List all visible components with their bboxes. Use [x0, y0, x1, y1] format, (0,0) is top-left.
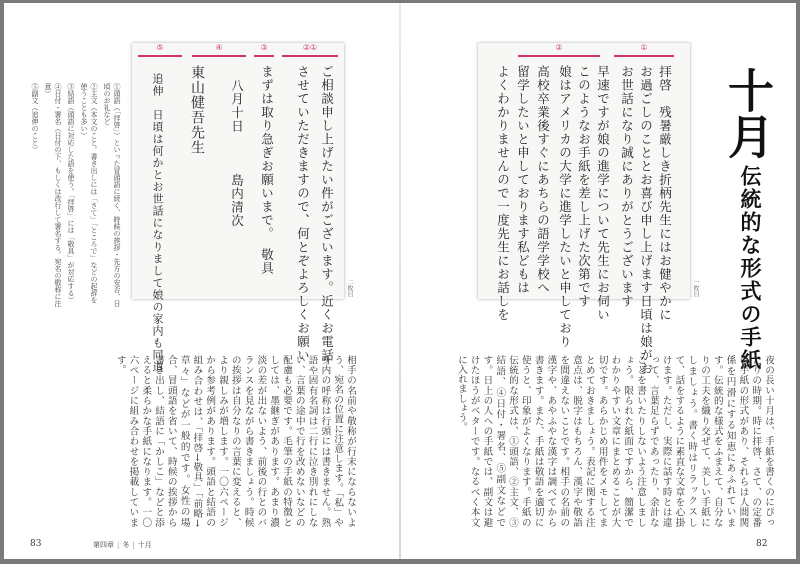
letter-line-2: させていただきますので、何とぞよろしくお願い — [295, 65, 311, 362]
letter-line-1: ご相談申し上げたい件がございます。近くお電話 — [319, 65, 335, 362]
note-1: ①頭語（「拝啓」）といった冒頭語に続く、時候の挨拶・先方の安否、日頃のお礼など — [103, 83, 121, 307]
running-head: 第四章 | 冬 | 十月 — [93, 541, 152, 549]
section-marker-4: ④ — [192, 43, 246, 57]
letter-line-postscript: 追伸 日頃は何かとお世話になりまして娘の家内も同道 — [151, 73, 164, 373]
book-spread — [4, 3, 796, 559]
running-head-month: 十月 — [137, 541, 152, 549]
sheet-caption-second: 二枚目 — [346, 279, 353, 297]
page-gutter — [399, 3, 401, 559]
letter-line-addressee: 東山健吾先生 — [189, 65, 205, 155]
letter-line-5: このようなお手紙を差し上げた次第です — [576, 65, 592, 308]
note-2: ②主文（本文のこと。書き出しには「さて」「ところで」などの起辞を使うことも多い） — [80, 83, 98, 304]
letter-line-8: 留学したいと申しております私どもは — [515, 65, 531, 295]
section-marker-2: ② — [518, 43, 600, 57]
left-body-text: 相手の名前や敬称が行末にならないよう、宛名の位置に注意します。「私」や身内の呼称は行頭には書きません。熟語や固有名詞は二行に泣き別れにしない、言葉の途中で行を改めないなどの配慮も必要です。毛筆の手紙の特徴としては、墨継ぎがあります。あまり濃淡の差が出ないよう、前後の行とのバランスを見ながら書きましょう。時候の挨拶は自分なりの言葉に変えると、より親しみが増します。一〇六ページから参考例があります。頭語と結語の組み合わせは、「拝啓→敬具」「前略→草々」などが一般的です。女性の場合、冒頭語を省いて、時候の挨拶から書き出し、結語に「かしこ」などと添えると柔らかな手紙になります。一〇六ページに組み合わせを掲載しています。 — [114, 355, 356, 527]
section-marker-2-1: ②① — [282, 43, 338, 57]
letter-line-3: まずは取り急ぎお願いまで。 敬具 — [259, 65, 275, 275]
note-5: ⑤副文（追伸のこと） — [31, 83, 39, 153]
letter-line-7: 高校卒業後すぐにあちらの語学学校へ — [535, 65, 551, 295]
page-title: 十月 — [721, 67, 775, 159]
page-subtitle: 伝統的な形式の手紙 — [738, 165, 763, 372]
letter-line-1: 拝啓 残暑厳しき折柄先生にはお健やかに — [657, 65, 673, 322]
section-marker-5: ⑤ — [138, 43, 182, 57]
page-number-right: 82 — [756, 539, 768, 549]
letter-line-3: お世話になり誠にありがとうございます — [619, 65, 635, 308]
sheet-caption-first: 一枚目 — [692, 279, 699, 297]
note-4: ④日付・署名（日付の下、もしくは改行して署名する。宛名の敬称に注意） — [44, 83, 62, 307]
note-3: ③結語（頭語に対応した語を使う。「拝啓」には「敬具」が対応する） — [67, 83, 75, 304]
right-body-text: 夜の長い十月は、手紙を書くのにぴったりの時期。時に拝啓、さて、の定番の手紙の形式があり、それらは人間関係を円滑にする知恵にあふれています。伝統的な様式をふまえて、自分なりの工夫を織り交ぜて、美しい手紙にしましょう。書く時はリラックスして、話をするように素直な文章を心掛けます。ただし、実際に話す時とは違って、言葉足らずであったり、余計なことを書いたりしないよう注意しましょう。限られた紙面ですから、簡潔でわかりやすい文章にまとめることが大切です。あらかじめ用件をメモしてまとめておきましょう。表記に関する注意点は、脱字はもちろん、漢字や敬語を間違えないことです。相手の名前の漢字や、あやふやな漢字は調べてから書きます。また、手紙は敬語を適切に使うと、印象がよくなります。手紙の伝統的な形式は、①頭語、②主文、③結語、④日付・署名、⑤副文などです。日上の人への手紙では、副文は避けたほうがベターです。なるべく本文に入れましょう。 — [456, 355, 774, 527]
letter-line-2: お過ごしのこととお喜び申し上げます日頃は娘がお — [638, 65, 654, 376]
page-number-left: 83 — [30, 539, 42, 549]
section-marker-1: ① — [614, 43, 674, 57]
letter-line-date-sender: 八月十日 島内清次 — [229, 79, 245, 228]
letter-line-9: よくわかりませんので一度先生にお話しを — [495, 65, 511, 322]
letter-sheet-second — [132, 43, 344, 373]
running-head-chapter: 第四章 — [93, 541, 114, 549]
letter-line-6: 娘はアメリカの大学に進学したいと申しており — [557, 65, 573, 349]
letter-line-4: 早速ですが娘の進学について先生にお伺い — [595, 65, 611, 322]
notes-block — [22, 83, 122, 307]
letter-sheet-first — [478, 43, 690, 376]
running-head-season: 冬 — [122, 541, 130, 549]
section-marker-3: ③ — [254, 43, 274, 57]
